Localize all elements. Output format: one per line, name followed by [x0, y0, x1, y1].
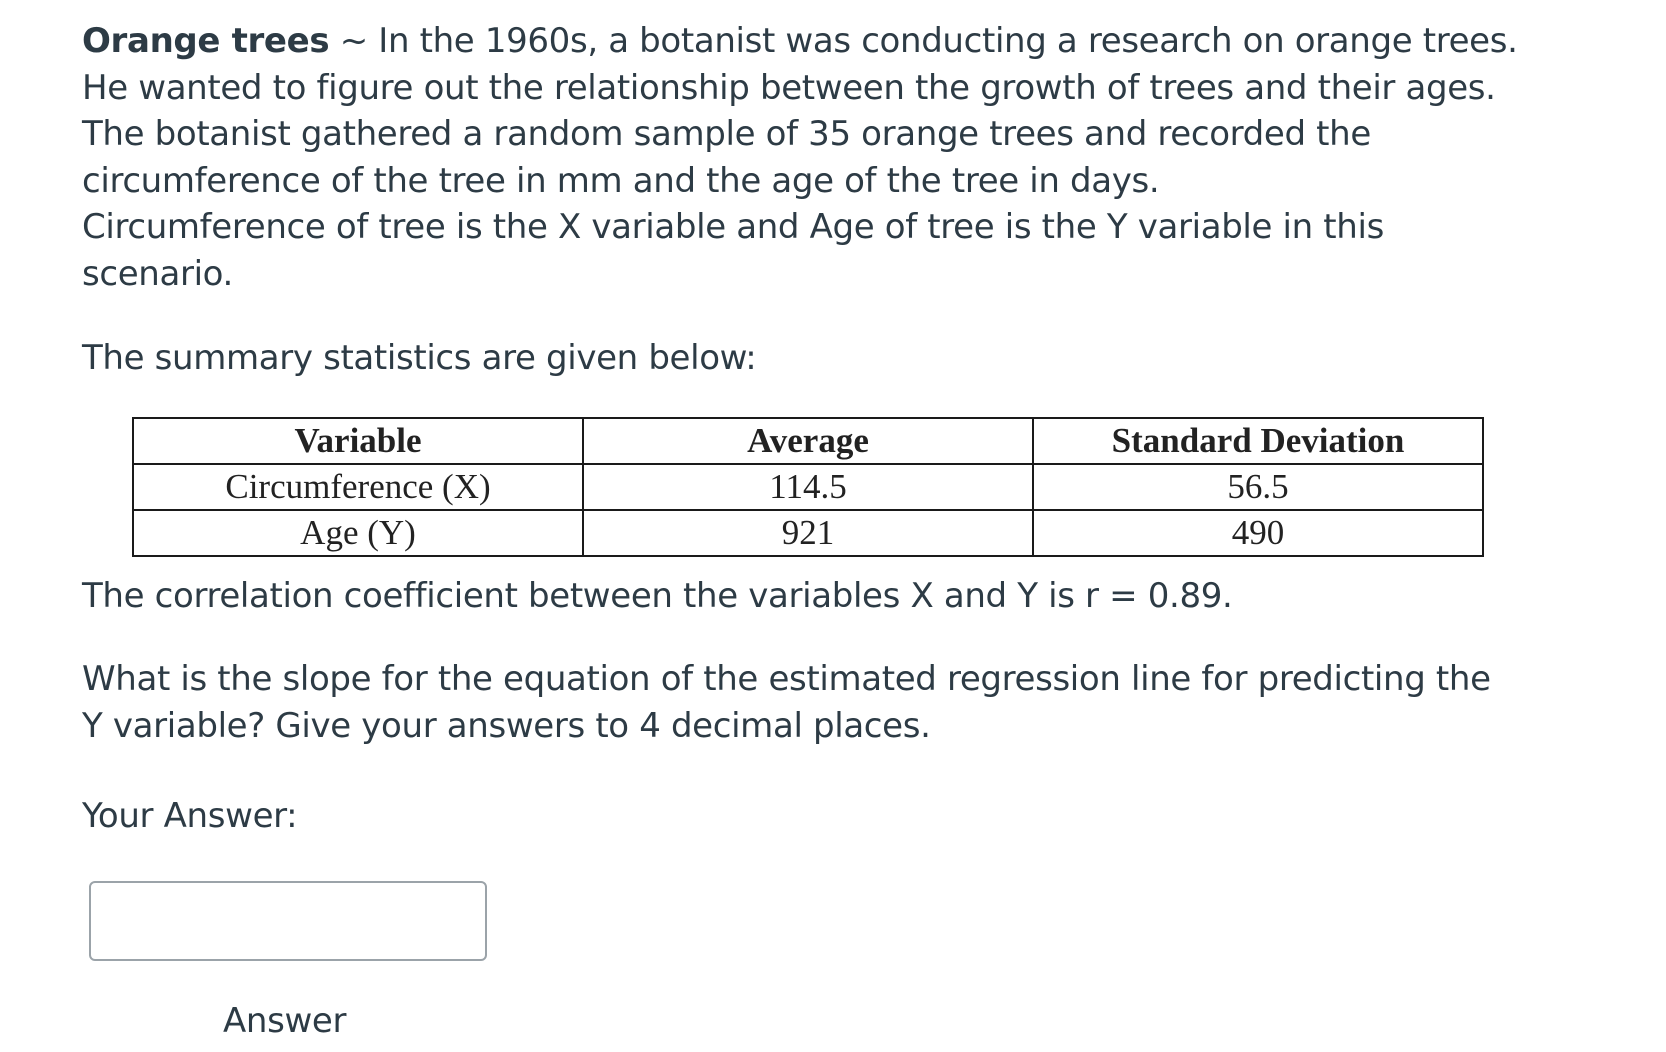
intro-line: The botanist gathered a random sample of 35 orange trees and recorded the — [82, 114, 1371, 154]
table-header-row — [133, 418, 1483, 464]
answer-input[interactable] — [89, 881, 487, 961]
intro-line-text: In the 1960s, a botanist was conducting a research on orange trees. — [378, 21, 1518, 61]
intro-line: He wanted to figure out the relationship between the growth of trees and their ages. — [82, 67, 1496, 108]
table-header-cell: Standard Deviation — [1033, 418, 1483, 464]
table-cell: Age (Y) — [133, 510, 583, 556]
intro-line: circumference of the tree in mm and the age of the tree in days. — [82, 160, 1160, 201]
correlation-statement: The correlation coefficient between the variables X and Y is r = 0.89. — [82, 576, 1233, 616]
table-header-cell: Average — [583, 418, 1033, 464]
intro-line: Circumference of tree is the X variable and Age of tree is the Y variable in this — [82, 207, 1384, 247]
intro-line: scenario. — [82, 253, 233, 294]
question-content — [82, 18, 1582, 1041]
table-cell: 114.5 — [583, 464, 1033, 510]
prompt-line: Y variable? Give your answers to 4 decimal places. — [82, 705, 931, 746]
question-title: Orange trees — [82, 21, 330, 61]
table-cell: Circumference (X) — [133, 464, 583, 510]
question-intro — [82, 18, 1582, 297]
table-cell: 921 — [583, 510, 1033, 556]
question-prompt — [82, 656, 1491, 749]
summary-intro: The summary statistics are given below: — [82, 338, 757, 378]
table-cell: 56.5 — [1033, 464, 1483, 510]
table-row — [133, 510, 1483, 556]
prompt-line: What is the slope for the equation of the estimated regression line for predicting the — [82, 659, 1491, 699]
title-separator: ~ — [329, 21, 379, 61]
table-header-cell: Variable — [133, 418, 583, 464]
intro-line — [82, 18, 1582, 65]
answer-caption: Answer — [223, 1001, 347, 1041]
answer-label: Your Answer: — [82, 796, 298, 836]
table-cell: 490 — [1033, 510, 1483, 556]
summary-statistics-table — [132, 417, 1484, 557]
table-row — [133, 464, 1483, 510]
